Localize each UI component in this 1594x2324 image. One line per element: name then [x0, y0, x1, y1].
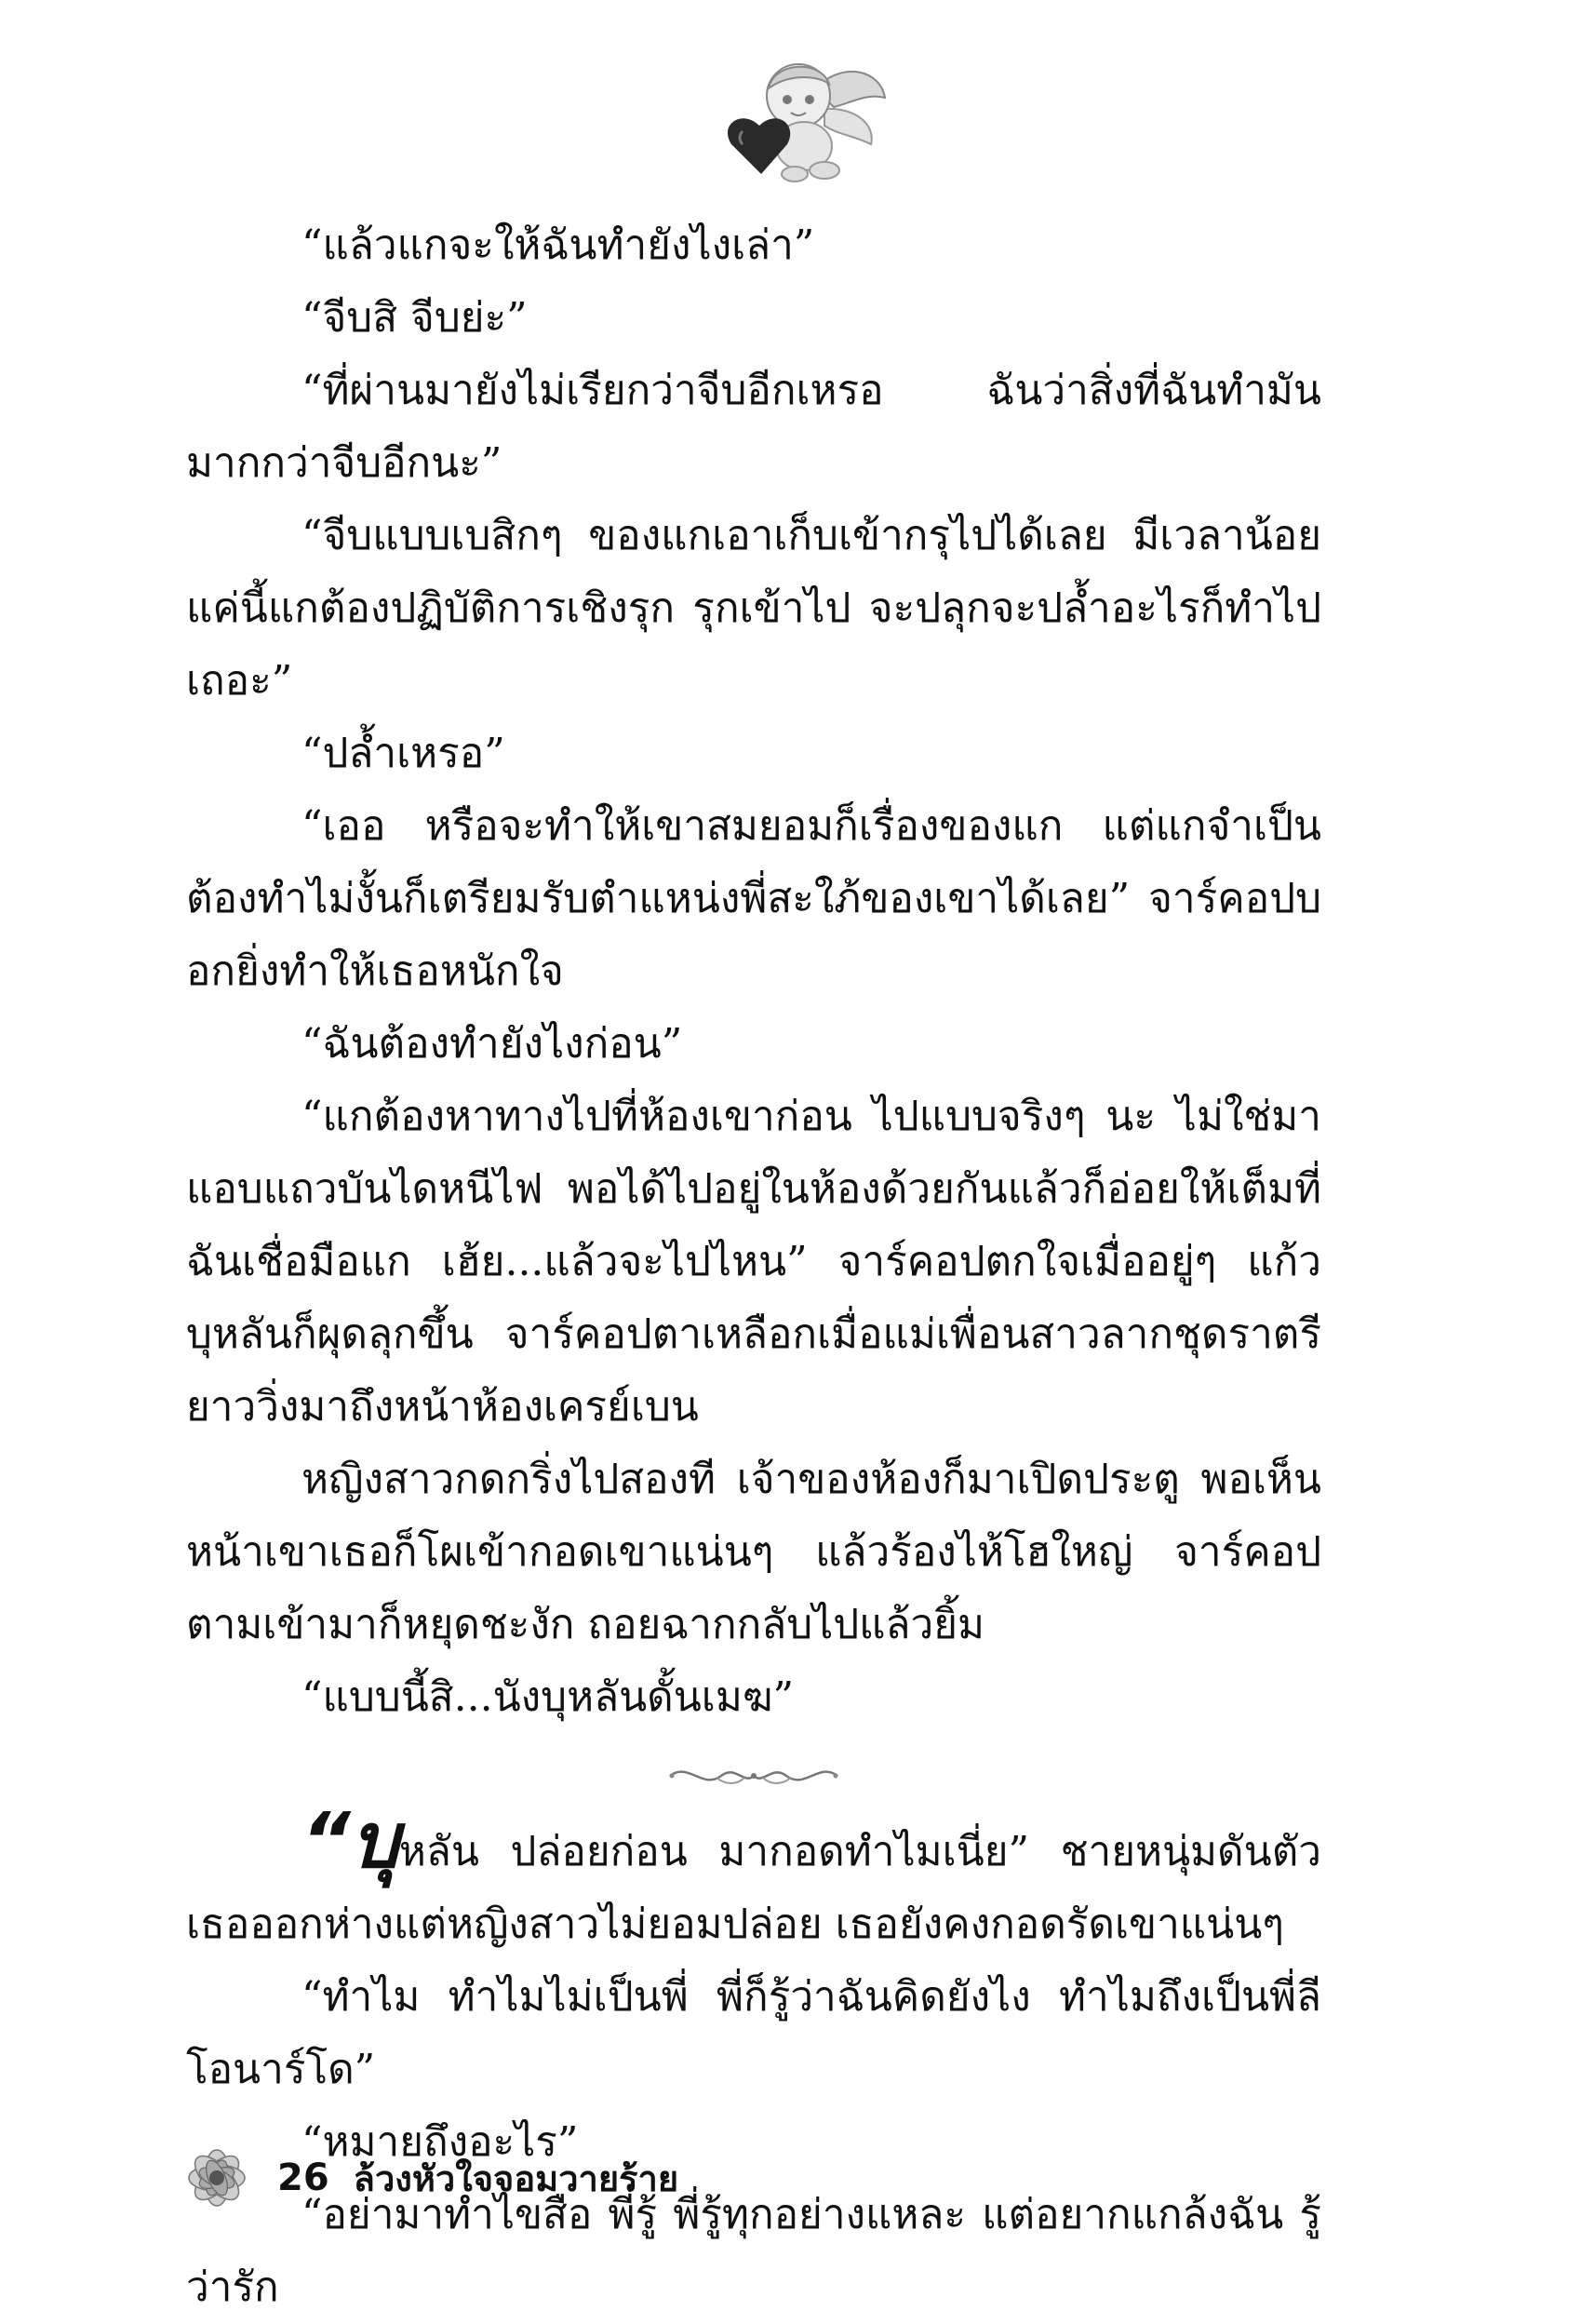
cupid-with-heart-icon	[694, 51, 899, 191]
paragraph: “แล้วแกจะให้ฉันทำยังไงเล่า”	[301, 222, 815, 269]
paragraph: “ฉันต้องทำยังไงก่อน”	[301, 1020, 683, 1068]
page-footer	[177, 2136, 678, 2220]
page-number: 26	[277, 2156, 329, 2199]
paragraph: “ที่ผ่านมายังไม่เรียกว่าจีบอีกเหรอ ฉันว่าสิ่งที่ฉันทำมันมากกว่าจีบอีกนะ”	[186, 367, 1321, 487]
paragraph: “แบบนี้สิ...นังบุหลันดั้นเมฆ”	[301, 1673, 794, 1721]
paragraph: “เออ หรือจะทำให้เขาสมยอมก็เรื่องของแก แต่แกจำเป็นต้องทำไม่งั้นก็เตรียมรับตำแหน่งพี่สะใภ้ของเขาได้เลย” จาร์คอปบอกยิ่งทำให้เธอหนักใจ	[186, 802, 1321, 995]
paragraph: หญิงสาวกดกริ่งไปสองที เจ้าของห้องก็มาเปิดประตู พอเห็นหน้าเขาเธอก็โผเข้ากอดเขาแน่นๆ แล้วร้องไห้โฮใหญ่ จาร์คอปตามเข้ามาก็หยุดชะงัก ถอยฉากกลับไปแล้วยิ้ม	[186, 1456, 1321, 1648]
paragraph: “ทำไม ทำไมไม่เป็นพี่ พี่ก็รู้ว่าฉันคิดยังไง ทำไมถึงเป็นพี่ลีโอนาร์โด”	[186, 1973, 1321, 2093]
dropcap-paragraph-text: หลัน ปล่อยก่อน มากอดทำไมเนี่ย” ชายหนุ่มดันตัวเธอออกห่างแต่หญิงสาวไม่ยอมปล่อย เธอยังคงกอดรัดเขาแน่นๆ	[186, 1828, 1321, 1948]
book-title: ล้วงหัวใจจอมวายร้าย	[353, 2157, 679, 2199]
flower-icon	[177, 2138, 257, 2218]
scroll-ornament-icon	[661, 1757, 847, 1794]
paragraph-dropcap	[186, 1797, 1321, 1961]
paragraph: “แกต้องหาทางไปที่ห้องเขาก่อน ไปแบบจริงๆ นะ ไม่ใช่มาแอบแถวบันไดหนีไฟ พอได้ไปอยู่ในห้องด้วยกันแล้วก็อ่อยให้เต็มที่ ฉันเชื่อมือแก เฮ้ย...แล้วจะไปไหน” จาร์คอปตกใจเมื่ออยู่ๆ แก้วบุหลันก็ผุดลุกขึ้น จาร์คอปตาเหลือกเมื่อแม่เพื่อนสาวลากชุดราตรียาววิ่งมาถึงหน้าห้องเครย์เบน	[186, 1093, 1321, 1431]
paragraph: “ปล้ำเหรอ”	[301, 730, 505, 777]
paragraph: “หมายถึงอะไร”	[301, 2118, 579, 2166]
paragraph: “จีบแบบเบสิกๆ ของแกเอาเก็บเข้ากรุไปได้เลย มีเวลาน้อยแค่นี้แกต้องปฏิบัติการเชิงรุก รุกเข้าไป จะปลุกจะปล้ำอะไรก็ทำไปเถอะ”	[186, 512, 1321, 705]
body-text	[186, 209, 1321, 2324]
drop-cap: “บุ	[301, 1797, 399, 1886]
paragraph: “จีบสิ จีบย่ะ”	[301, 294, 528, 342]
paragraph: “อย่ามาทำไขสือ พี่รู้ พี่รู้ทุกอย่างแหละ แต่อยากแกล้งฉัน รู้ว่ารัก	[186, 2191, 1321, 2311]
